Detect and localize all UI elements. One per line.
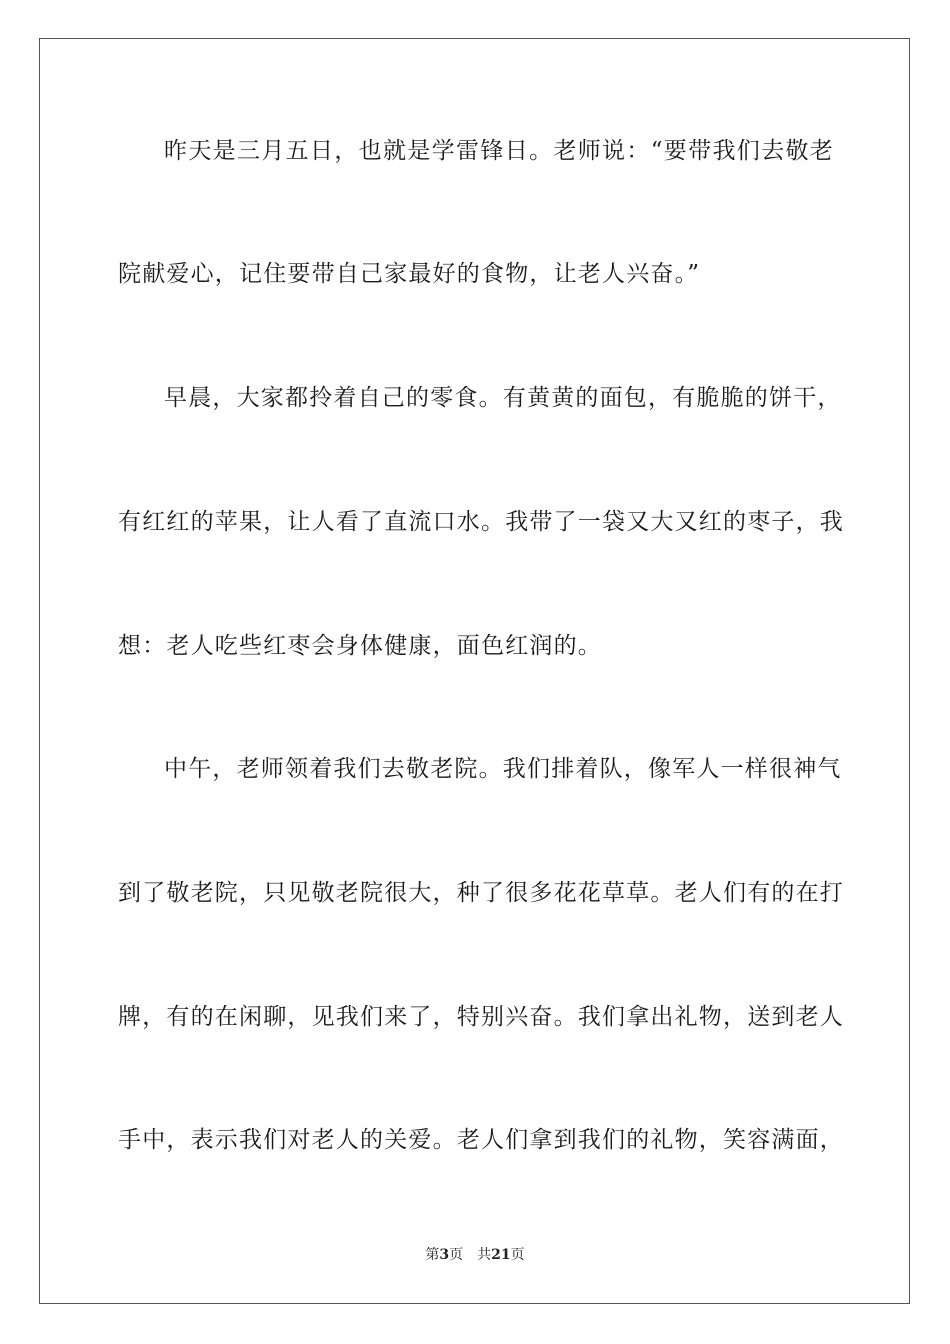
paragraph-2-line-2: 有红红的苹果，让人看了直流口水。我带了一袋又大又红的枣子，我: [118, 509, 844, 535]
paragraph-1-line-2: 院献爱心，记住要带自己家最好的食物，让老人兴奋。”: [118, 261, 701, 287]
paragraph-3-line-3: 牌，有的在闲聊，见我们来了，特别兴奋。我们拿出礼物，送到老人: [118, 1004, 844, 1030]
total-pages: 21: [491, 1247, 511, 1263]
total-prefix: 共: [477, 1247, 492, 1263]
page-number: 3: [439, 1247, 450, 1263]
paragraph-3-line-1: 中午，老师领着我们去敬老院。我们排着队，像军人一样很神气: [164, 756, 842, 782]
paragraph-1-line-1: 昨天是三月五日，也就是学雷锋日。老师说：“要带我们去敬老: [164, 138, 834, 164]
total-suffix: 页: [510, 1247, 525, 1263]
page-prefix: 第: [425, 1247, 440, 1263]
paragraph-3-line-2: 到了敬老院，只见敬老院很大，种了很多花花草草。老人们有的在打: [118, 880, 844, 906]
page-suffix: 页: [449, 1247, 464, 1263]
page-border: [39, 38, 910, 1304]
page-footer: [0, 1246, 950, 1264]
paragraph-3-line-4: 手中，表示我们对老人的关爱。老人们拿到我们的礼物，笑容满面，: [118, 1127, 844, 1153]
paragraph-2-line-3: 想：老人吃些红枣会身体健康，面色红润的。: [118, 633, 602, 659]
paragraph-2-line-1: 早晨，大家都拎着自己的零食。有黄黄的面包，有脆脆的饼干，: [164, 385, 842, 411]
